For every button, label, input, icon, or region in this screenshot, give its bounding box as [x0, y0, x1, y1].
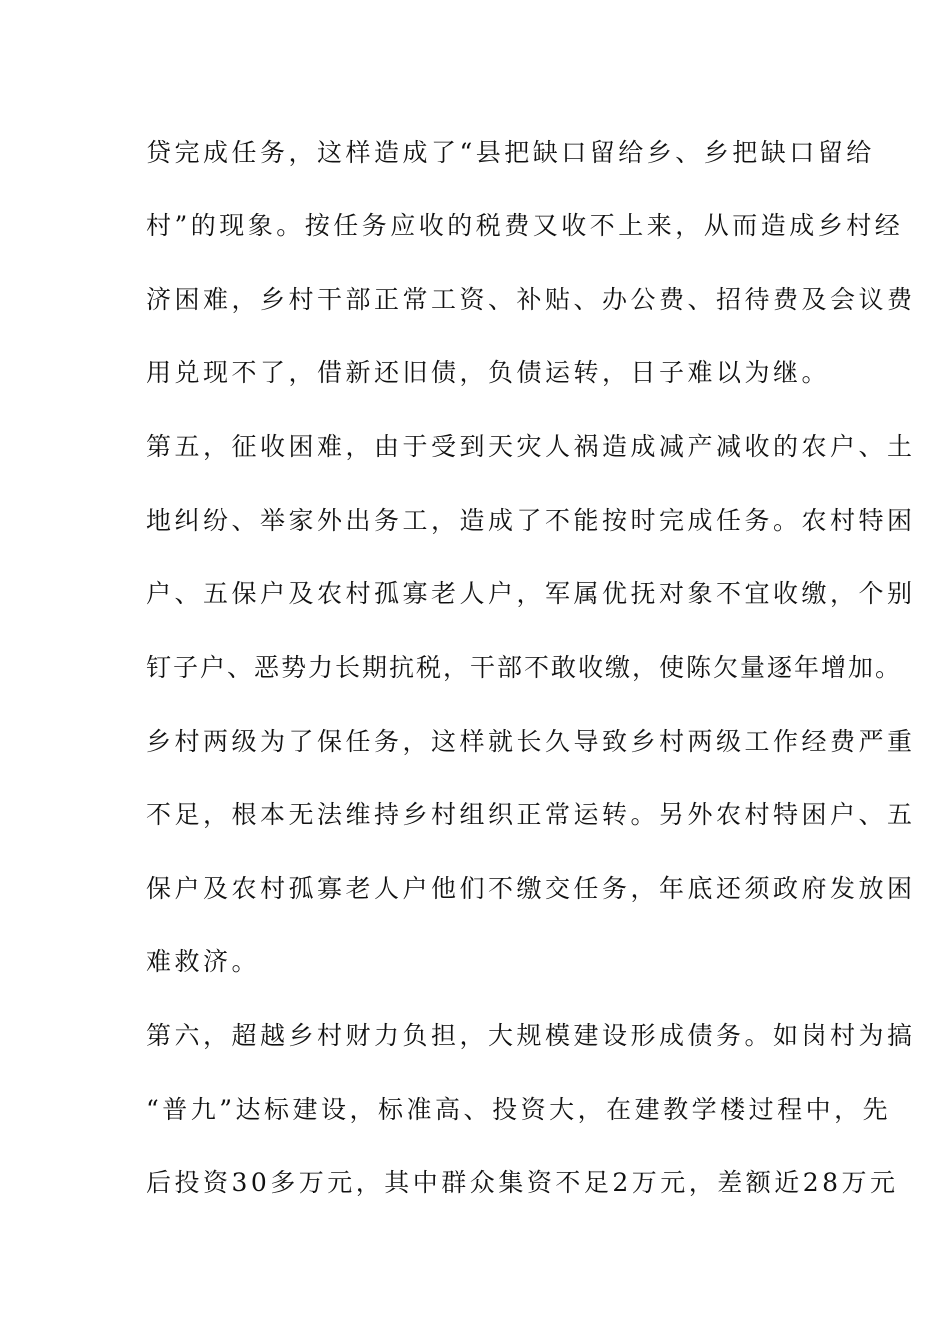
text-line: 用兑现不了，借新还旧债，负债运转，日子难以为继。 — [146, 358, 831, 387]
text-line: 济困难，乡村干部正常工资、补贴、办公费、招待费及会议费 — [146, 285, 916, 314]
text-line: 户、五保户及农村孤寡老人户，军属优抚对象不宜收缴，个别 — [146, 579, 916, 608]
text-line: 钉子户、恶势力长期抗税，干部不敢收缴，使陈欠量逐年增加。 — [146, 653, 903, 682]
text-line: 保户及农村孤寡老人户他们不缴交任务，年底还须政府发放困 — [146, 874, 916, 903]
text-line: 难救济。 — [146, 947, 261, 976]
text-line: 村”的现象。按任务应收的税费又收不上来，从而造成乡村经 — [146, 211, 904, 240]
paragraph-start-line: 第五，征收困难，由于受到天灾人祸造成减产减收的农户、土 — [146, 432, 916, 461]
text-line: 地纠纷、举家外出务工，造成了不能按时完成任务。农村特困 — [146, 506, 916, 535]
text-line: 后投资30多万元，其中群众集资不足2万元，差额近28万元 — [146, 1168, 899, 1197]
paragraph-start-line: 第六，超越乡村财力负担，大规模建设形成债务。如岗村为搞 — [146, 1021, 916, 1050]
text-line: “普九”达标建设，标准高、投资大，在建教学楼过程中，先 — [146, 1095, 892, 1124]
text-line: 贷完成任务，这样造成了“县把缺口留给乡、乡把缺口留给 — [146, 138, 875, 167]
text-line: 乡村两级为了保任务，这样就长久导致乡村两级工作经费严重 — [146, 727, 916, 756]
text-line: 不足，根本无法维持乡村组织正常运转。另外农村特困户、五 — [146, 800, 916, 829]
